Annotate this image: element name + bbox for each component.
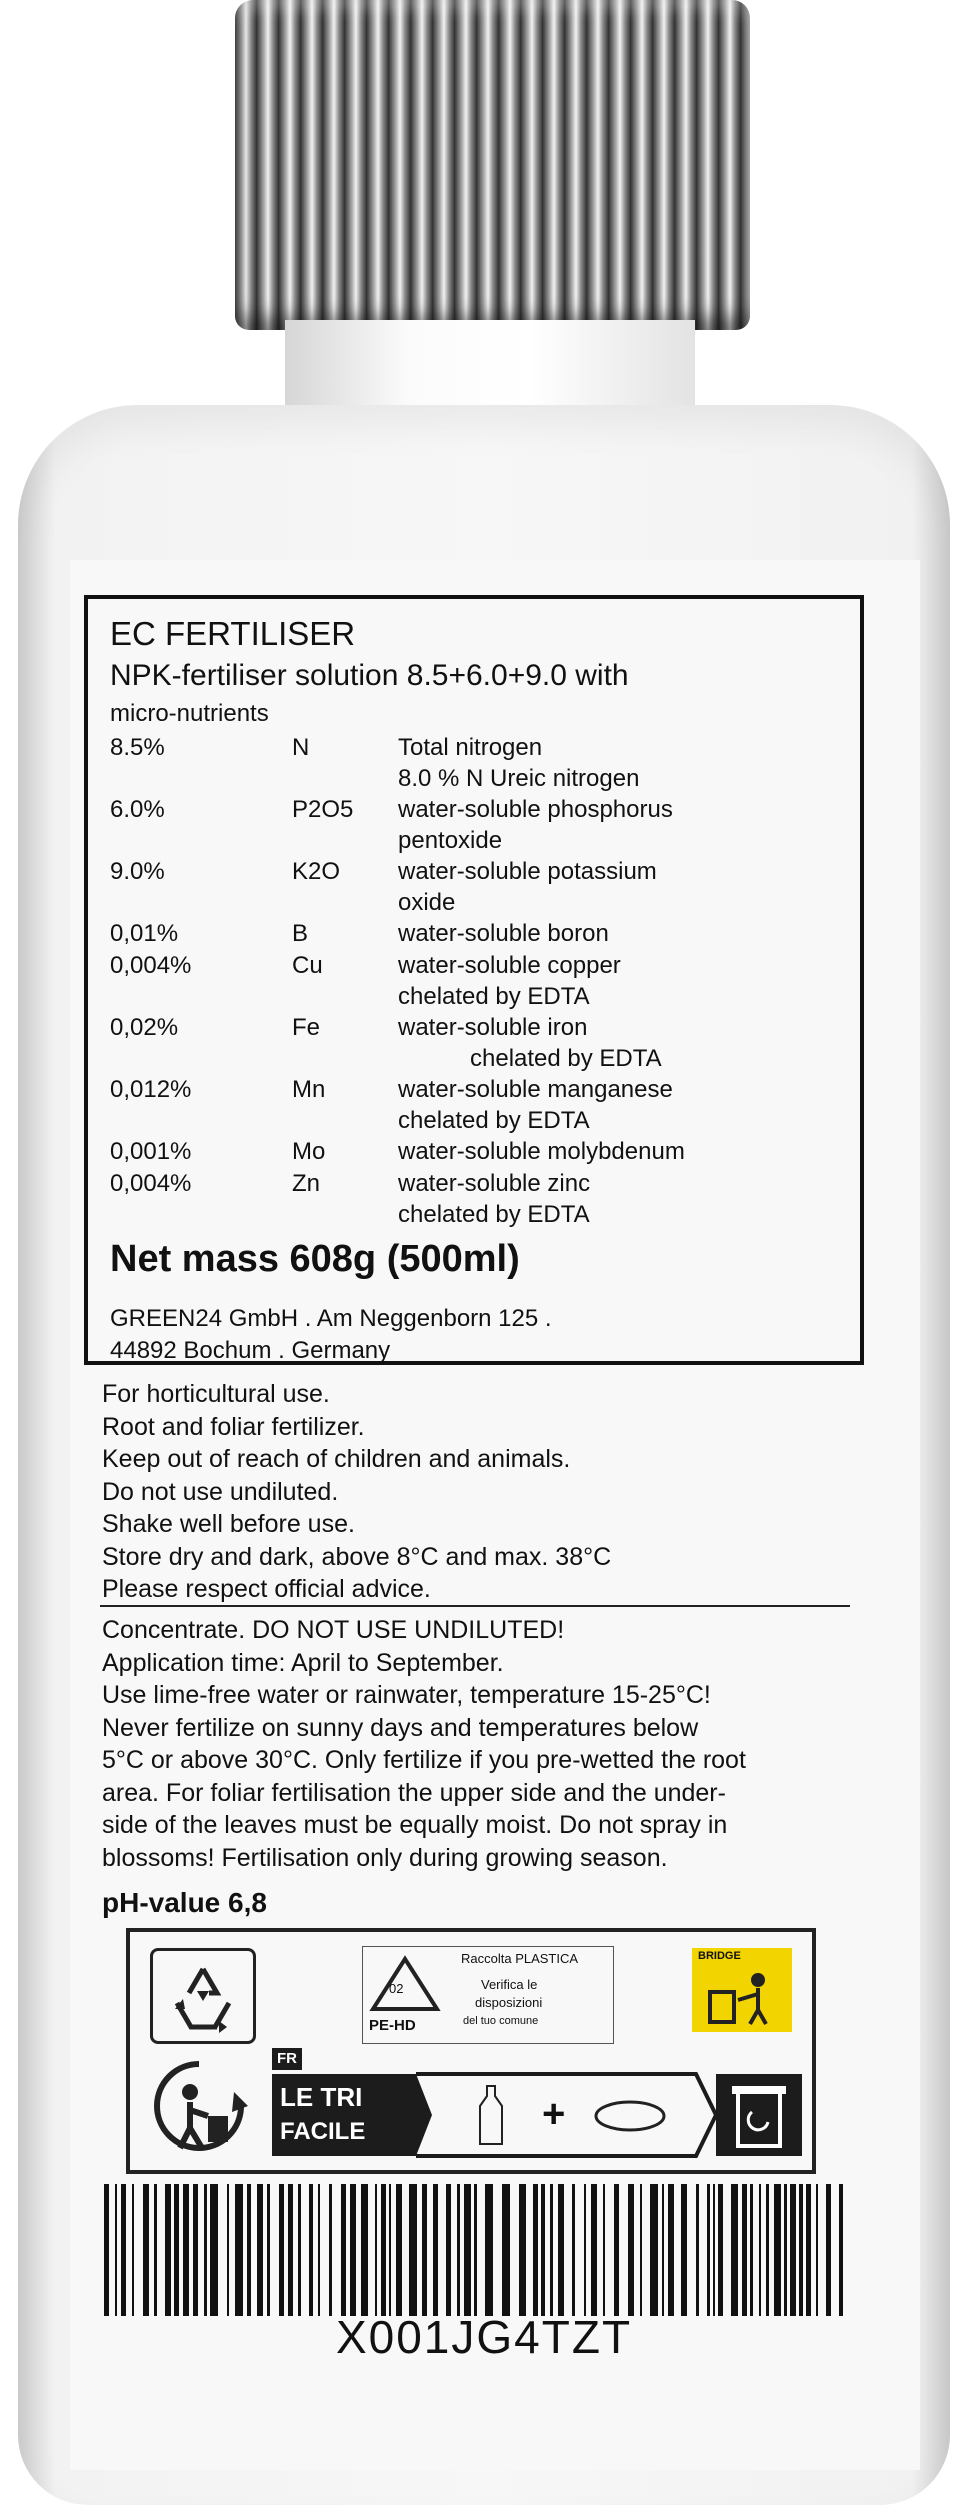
row-description-2: 8.0 % N Ureic nitrogen [398,765,640,792]
barcode-bar [433,2184,438,2316]
address-line-1: GREEN24 GmbH . Am Neggenborn 125 . [110,1305,552,1332]
barcode-bar [759,2184,761,2316]
row-symbol: Fe [292,1014,321,1041]
barcode-bar [485,2184,493,2316]
row-symbol: Zn [292,1170,321,1197]
instruction-line: Use lime-free water or rainwater, temperature 15-25°C! [102,1681,711,1709]
barcode-bar [839,2184,843,2316]
barcode-bar [257,2184,263,2316]
barcode-bar [464,2184,471,2316]
barcode-bar [558,2184,564,2316]
plus-sign: + [542,2092,566,2136]
instruction-line: blossoms! Fertilisation only during growing season. [102,1843,668,1872]
barcode [100,2184,860,2316]
letri-line-2: FACILE [280,2118,366,2145]
barcode-bar [718,2184,723,2316]
barcode-bar [193,2184,198,2316]
barcode-bar [298,2184,301,2316]
row-description: water-soluble copper [398,952,621,979]
row-symbol: N [292,734,310,761]
divider [100,1605,850,1607]
usage-line: Store dry and dark, above 8°C and max. 38°C [102,1542,612,1571]
barcode-bar [279,2184,284,2316]
barcode-bar [132,2184,134,2316]
barcode-bar [267,2184,270,2316]
sorting-banner [266,2072,806,2158]
eco-bin-icon [692,1948,792,2032]
person-bin-icon [144,2052,254,2162]
row-description-2: pentoxide [398,827,503,854]
row-description-2: oxide [398,889,456,916]
barcode-bar [742,2184,747,2316]
instruction-line: Never fertilize on sunny days and temperatures below [102,1713,699,1742]
barcode-bar [502,2184,510,2316]
barcode-bar [591,2184,597,2316]
barcode-bar [174,2184,179,2316]
instruction-line: side of the leaves must be equally moist. Do not spray in [102,1811,728,1839]
barcode-bar [614,2184,619,2316]
barcode-bar [389,2184,391,2316]
barcode-bar [121,2184,126,2316]
row-percent: 9.0% [110,858,165,885]
usage-line: Keep out of reach of children and animals. [102,1445,571,1473]
bottle-icon [476,2084,506,2148]
barcode-bar [766,2184,769,2316]
bin-icon [728,2082,790,2150]
barcode-bar [650,2184,658,2316]
barcode-bar [396,2184,402,2316]
instruction-line: Application time: April to September. [102,1648,504,1677]
row-description-2: chelated by EDTA [470,1045,662,1072]
italy-text-3: del tuo comune [463,2015,539,2027]
row-symbol: Mo [292,1138,326,1165]
barcode-bar [350,2184,356,2316]
row-percent: 0,01% [110,920,179,947]
row-description-2: chelated by EDTA [398,1201,590,1228]
barcode-bar [681,2184,687,2316]
instruction-line: area. For foliar fertilisation the upper side and the under- [102,1778,726,1807]
barcode-bar [309,2184,313,2316]
barcode-bar [707,2184,710,2316]
barcode-bar [143,2184,149,2316]
barcode-bar [381,2184,386,2316]
barcode-bar [750,2184,753,2316]
barcode-bar [662,2184,664,2316]
triman-country: FR [272,2048,302,2070]
barcode-bar [696,2184,699,2316]
italy-text-1: Verifica le [481,1977,538,1992]
row-description: water-soluble phosphorus [398,796,673,823]
material-code: PE-HD [369,2017,416,2034]
barcode-bar [640,2184,642,2316]
barcode-bar [474,2184,477,2316]
barcode-bar [341,2184,346,2316]
address-line-2: 44892 Bochum . Germany [110,1337,391,1364]
italy-text-2: disposizioni [475,1995,543,2010]
italy-title: Raccolta PLASTICA [461,1951,579,1966]
barcode-bar [409,2184,417,2316]
row-symbol: B [292,920,309,947]
barcode-bar [790,2184,796,2316]
row-description-2: chelated by EDTA [398,983,590,1010]
recycle-arrows-icon [150,1948,256,2044]
plastic-info-block [362,1946,614,2044]
row-description-2: chelated by EDTA [398,1107,590,1134]
barcode-bar [227,2184,229,2316]
barcode-bar [288,2184,293,2316]
barcode-bar [628,2184,634,2316]
row-description: Total nitrogen [398,734,543,761]
row-percent: 8.5% [110,734,165,761]
row-description: water-soluble boron [398,920,609,947]
barcode-bar [154,2184,157,2316]
row-description: water-soluble iron [398,1014,588,1041]
barcode-bar [247,2184,251,2316]
barcode-bar [204,2184,207,2316]
barcode-bar [183,2184,189,2316]
barcode-bar [115,2184,117,2316]
ph-value: pH-value 6,8 [102,1887,267,1918]
row-symbol: P2O5 [292,796,354,823]
row-description: water-soluble zinc [398,1170,591,1197]
composition-box [84,595,864,1365]
letri-line-1: LE TRI [280,2082,363,2112]
row-percent: 0,02% [110,1014,179,1041]
barcode-bar [422,2184,427,2316]
barcode-bar [318,2184,320,2316]
instruction-line: Concentrate. DO NOT USE UNDILUTED! [102,1616,565,1644]
triangle-recycle-icon [369,1955,441,2013]
instruction-line: 5°C or above 30°C. Only fertilize if you pre-wetted the root [102,1746,746,1774]
row-symbol: Mn [292,1076,326,1103]
barcode-bar [572,2184,575,2316]
row-symbol: Cu [292,952,323,979]
row-percent: 0,004% [110,1170,192,1197]
barcode-text: X001JG4TZT [335,2311,633,2363]
barcode-bar [713,2184,715,2316]
barcode-bar [329,2184,332,2316]
barcode-bar [375,2184,377,2316]
usage-line: For horticultural use. [102,1380,330,1408]
usage-line: Please respect official advice. [102,1575,431,1603]
product-subtitle: NPK-fertiliser solution 8.5+6.0+9.0 with [110,659,629,692]
barcode-bar [826,2184,831,2316]
barcode-bar [816,2184,818,2316]
barcode-bar [603,2184,605,2316]
cap-icon [592,2098,668,2134]
barcode-bar [165,2184,171,2316]
barcode-bar [550,2184,553,2316]
row-description: water-soluble molybdenum [398,1138,685,1165]
barcode-bar [774,2184,781,2316]
resin-code: 02 [389,1981,404,1996]
bottle-cap [235,0,750,330]
barcode-bar [457,2184,460,2316]
net-mass: Net mass 608g (500ml) [110,1238,520,1280]
barcode-bar [584,2184,586,2316]
row-percent: 0,012% [110,1076,192,1103]
usage-line: Do not use undiluted. [102,1477,339,1506]
usage-line: Root and foliar fertilizer. [102,1412,365,1441]
barcode-bar [731,2184,738,2316]
barcode-bar [361,2184,368,2316]
row-description: water-soluble potassium [398,858,657,885]
product-title: EC FERTILISER [110,615,356,652]
barcode-bar [104,2184,109,2316]
barcode-bar [541,2184,545,2316]
product-subtitle-2: micro-nutrients [110,700,269,727]
barcode-bar [784,2184,787,2316]
barcode-bar [519,2184,526,2316]
barcode-bar [799,2184,803,2316]
row-percent: 6.0% [110,796,165,823]
row-symbol: K2O [292,858,341,885]
row-percent: 0,004% [110,952,192,979]
barcode-bar [235,2184,243,2316]
barcode-bar [806,2184,811,2316]
recycling-panel [126,1928,816,2174]
barcode-bar [446,2184,451,2316]
usage-line: Shake well before use. [102,1510,355,1538]
barcode-bar [210,2184,218,2316]
barcode-bar [668,2184,674,2316]
eco-label: BRIDGE [698,1950,741,1962]
row-percent: 0,001% [110,1138,192,1165]
row-description: water-soluble manganese [398,1076,673,1103]
barcode-bar [533,2184,538,2316]
